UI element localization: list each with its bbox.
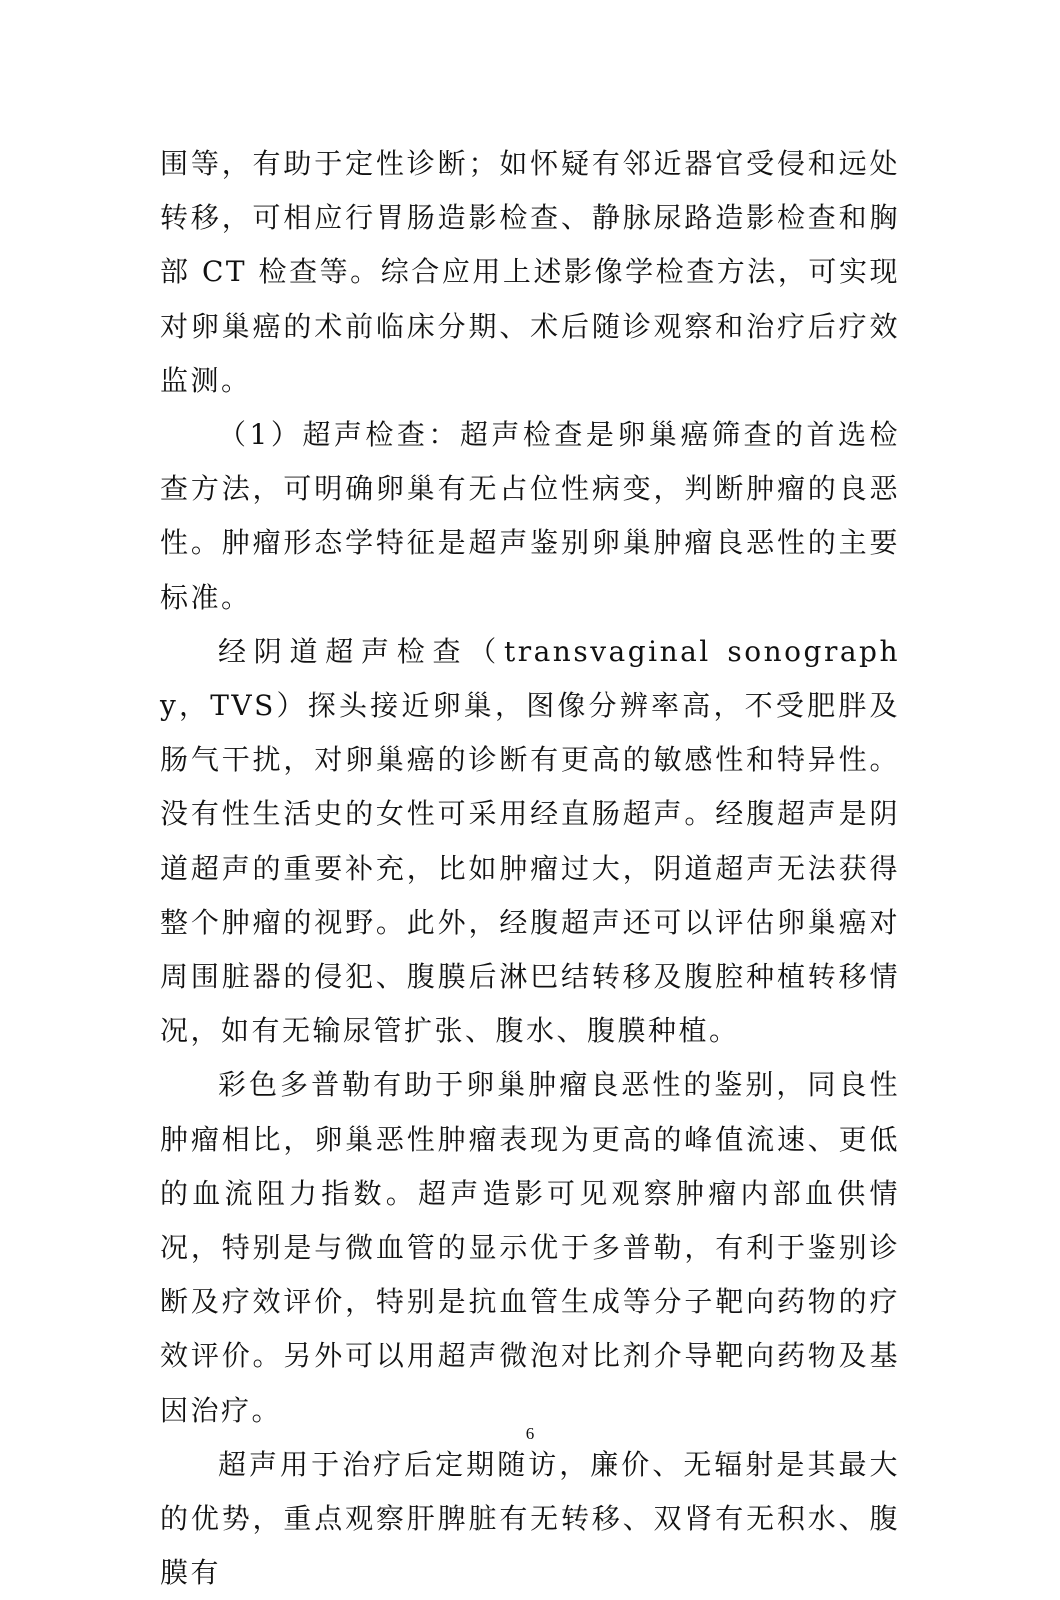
paragraph-follow-up: 超声用于治疗后定期随访，廉价、无辐射是其最大的优势，重点观察肝脾脏有无转移、双肾有无积水、腹膜有 bbox=[160, 1447, 900, 1590]
paragraph-ultrasound-exam: （1）超声检查：超声检查是卵巢癌筛查的首选检查方法，可明确卵巢有无占位性病变，判断肿瘤的良恶性。肿瘤形态学特征是超声鉴别卵巢肿瘤良恶性的主要标准。 bbox=[160, 418, 900, 614]
page-number: 6 bbox=[525, 1424, 535, 1443]
paragraph-transvaginal-sonography: 经阴道超声检查（transvaginal sonography，TVS）探头接近卵巢，图像分辨率高，不受肥胖及肠气干扰，对卵巢癌的诊断有更高的敏感性和特异性。没有性生活史的女性可采用经直肠超声。经腹超声是阴道超声的重要补充，比如肿瘤过大，阴道超声无法获得整个肿瘤的视野。此外，经腹超声还可以评估卵巢癌对周围脏器的侵犯、腹膜后淋巴结转移及腹腔种植转移情况，如有无输尿管扩张、腹水、腹膜种植。 bbox=[160, 634, 900, 1048]
paragraph-continued: 围等，有助于定性诊断；如怀疑有邻近器官受侵和远处转移，可相应行胃肠造影检查、静脉尿路造影检查和胸部 CT 检查等。综合应用上述影像学检查方法，可实现对卵巢癌的术前临床分期、术后随诊观察和治疗后疗效监测。 bbox=[160, 147, 900, 397]
paragraph-color-doppler: 彩色多普勒有助于卵巢肿瘤良恶性的鉴别，同良性肿瘤相比，卵巢恶性肿瘤表现为更高的峰值流速、更低的血流阻力指数。超声造影可见观察肿瘤内部血供情况，特别是与微血管的显示优于多普勒，有利于鉴别诊断及疗效评价，特别是抗血管生成等分子靶向药物的疗效评价。另外可以用超声微泡对比剂介导靶向药物及基因治疗。 bbox=[160, 1068, 900, 1427]
body-text bbox=[160, 137, 900, 1600]
